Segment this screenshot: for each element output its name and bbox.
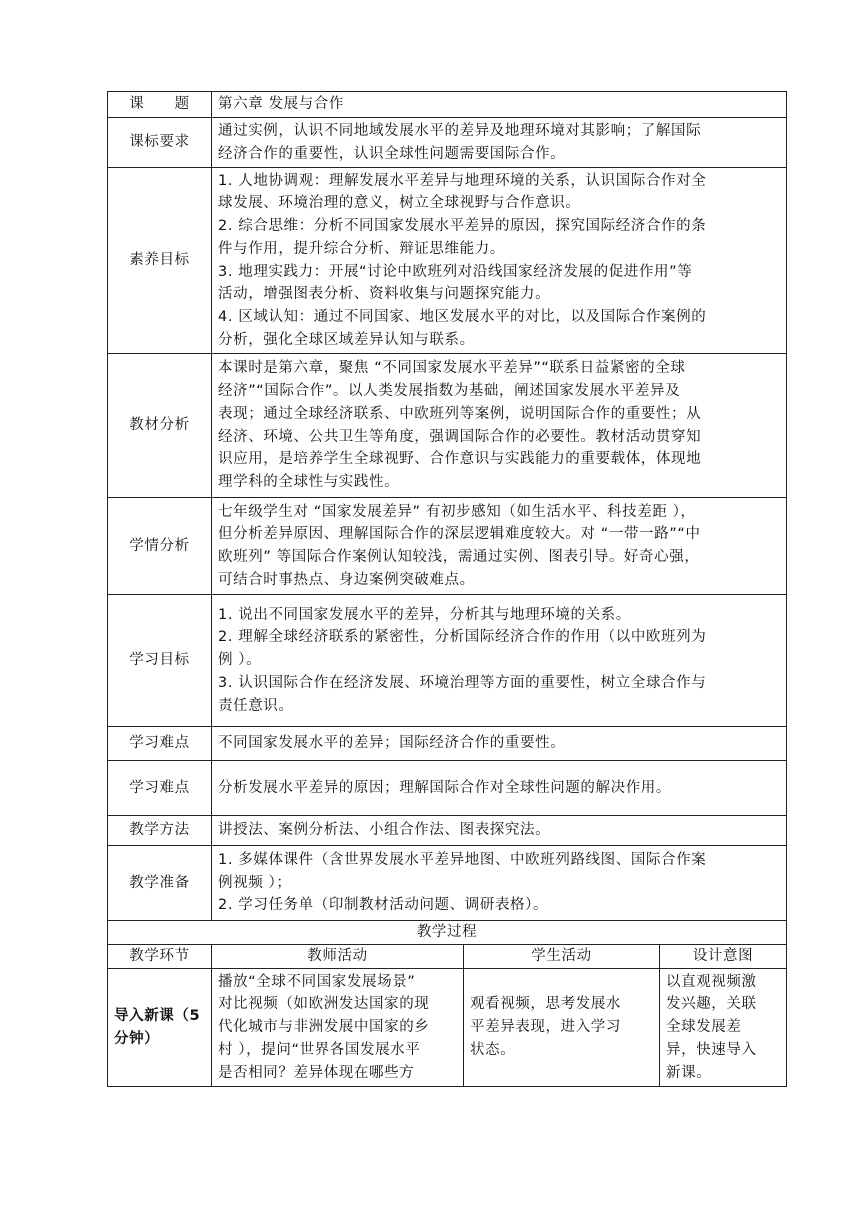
- text-line: 1. 说出不同国家发展水平的差异，分析其与地理环境的关系。: [218, 606, 631, 623]
- text-line: 通过实例，认识不同地域发展水平的差异及地理环境对其影响；了解国际: [218, 122, 702, 139]
- text-line: 经济、环境、公共卫生等角度，强调国际合作的必要性。教材活动贯穿知: [218, 428, 702, 445]
- lesson-plan-table: [107, 91, 787, 1087]
- text-line: 经济”“国际合作”。以人类发展指数为基础，阐述国家发展水平差异及: [218, 383, 681, 400]
- text-line: 观看视频，思考发展水: [470, 996, 621, 1013]
- row-goals: [108, 595, 787, 727]
- standard-label: 课标要求: [108, 118, 212, 168]
- row-method: [108, 816, 787, 846]
- students-content: [212, 498, 787, 595]
- text-line: 发兴趣，关联: [666, 996, 757, 1013]
- text-line: 例 ）。: [218, 652, 262, 669]
- difficulty-value: 分析发展水平差异的原因；理解国际合作对全球性问题的解决作用。: [212, 761, 787, 816]
- literacy-content: [212, 168, 787, 354]
- textbook-content: [212, 354, 787, 498]
- row-difficulty: [108, 761, 787, 816]
- text-line: 全球发展差: [666, 1019, 742, 1036]
- design-intent: [660, 969, 787, 1087]
- text-line: 异，快速导入: [666, 1041, 757, 1058]
- row-students: [108, 498, 787, 595]
- row-standard: [108, 118, 787, 168]
- row-literacy: [108, 168, 787, 354]
- text-line: 导入新课（5: [114, 1007, 201, 1024]
- row-textbook: [108, 354, 787, 498]
- prep-label: 教学准备: [108, 846, 212, 921]
- literacy-label: 素养目标: [108, 168, 212, 354]
- key-value: 不同国家发展水平的差异；国际经济合作的重要性。: [212, 727, 787, 761]
- text-line: 2. 学习任务单（印制教材活动问题、调研表格）。: [218, 897, 549, 914]
- method-label: 教学方法: [108, 816, 212, 846]
- text-line: 欧班列” 等国际合作案例认知较浅，需通过实例、图表引导。好奇心强，: [218, 549, 700, 565]
- text-line: 分钟）: [114, 1030, 160, 1047]
- topic-value: 第六章 发展与合作: [212, 92, 787, 118]
- goals-content: [212, 595, 787, 727]
- text-line: 村 ），提问“世界各国发展水平: [218, 1041, 421, 1058]
- teacher-activity: [212, 969, 464, 1087]
- row-key-points: [108, 727, 787, 761]
- text-line: 新课。: [666, 1064, 712, 1081]
- method-value: 讲授法、案例分析法、小组合作法、图表探究法。: [212, 816, 787, 846]
- text-line: 识应用，是培养学生全球视野、合作意识与实践能力的重要载体，体现地: [218, 451, 702, 468]
- column-header-student: 学生活动: [464, 945, 660, 969]
- student-activity: [464, 969, 660, 1087]
- text-line: 以直观视频激: [666, 973, 757, 990]
- text-line: 1. 人地协调观：理解发展水平差异与地理环境的关系，认识国际合作对全: [218, 172, 707, 189]
- topic-label: 课 题: [108, 92, 212, 118]
- process-title: 教学过程: [108, 921, 787, 945]
- text-line: 对比视频（如欧洲发达国家的现: [218, 996, 430, 1013]
- text-line: 经济合作的重要性，认识全球性问题需要国际合作。: [218, 145, 566, 162]
- row-process-intro: [108, 969, 787, 1087]
- text-line: 是否相同？差异体现在哪些方: [218, 1064, 415, 1081]
- text-line: 责任意识。: [218, 697, 294, 714]
- goals-label: 学习目标: [108, 595, 212, 727]
- text-line: 3. 认识国际合作在经济发展、环境治理等方面的重要性，树立全球合作与: [218, 674, 707, 691]
- text-line: 表现；通过全球经济联系、中欧班列等案例，说明国际合作的重要性；从: [218, 405, 702, 422]
- text-line: 本课时是第六章，聚焦 “不同国家发展水平差异”“联系日益紧密的全球: [218, 360, 686, 377]
- prep-content: [212, 846, 787, 921]
- text-line: 2. 理解全球经济联系的紧密性，分析国际经济合作的作用（以中欧班列为: [218, 629, 707, 646]
- text-line: 分析，强化全球区域差异认知与联系。: [218, 331, 475, 348]
- text-line: 状态。: [470, 1041, 516, 1058]
- students-label: 学情分析: [108, 498, 212, 595]
- key-label: 学习难点: [108, 727, 212, 761]
- text-line: 3. 地理实践力：开展“讨论中欧班列对沿线国家经济发展的促进作用”等: [218, 263, 693, 280]
- text-line: 理学科的全球性与实践性。: [218, 473, 400, 490]
- column-header-intent: 设计意图: [660, 945, 787, 969]
- textbook-label: 教材分析: [108, 354, 212, 498]
- text-line: 可结合时事热点、身边案例突破难点。: [218, 571, 475, 588]
- text-line: 4. 区域认知：通过不同国家、地区发展水平的对比，以及国际合作案例的: [218, 308, 707, 325]
- text-line: 七年级学生对 “国家发展差异” 有初步感知（如生活水平、科技差距 ），: [218, 503, 696, 520]
- standard-content: [212, 118, 787, 168]
- text-line: 例视频 ）；: [218, 874, 292, 891]
- text-line: 2. 综合思维：分析不同国家发展水平差异的原因，探究国际经济合作的条: [218, 218, 707, 235]
- text-line: 但分析差异原因、理解国际合作的深层逻辑难度较大。对 “一带一路”“中: [218, 526, 701, 543]
- row-process-title: [108, 921, 787, 945]
- text-line: 球发展、环境治理的意义，树立全球视野与合作意识。: [218, 195, 581, 212]
- row-prep: [108, 846, 787, 921]
- column-header-stage: 教学环节: [108, 945, 212, 969]
- text-line: 1. 多媒体课件（含世界发展水平差异地图、中欧班列路线图、国际合作案: [218, 851, 707, 868]
- text-line: 播放“全球不同国家发展场景”: [218, 973, 416, 990]
- text-line: 活动，增强图表分析、资料收集与问题探究能力。: [218, 286, 551, 303]
- column-header-teacher: 教师活动: [212, 945, 464, 969]
- text-line: 代化城市与非洲发展中国家的乡: [218, 1019, 430, 1036]
- stage-intro: [108, 969, 212, 1087]
- text-line: 件与作用，提升综合分析、辩证思维能力。: [218, 240, 505, 257]
- difficulty-label: 学习难点: [108, 761, 212, 816]
- row-topic: [108, 92, 787, 118]
- row-process-columns: [108, 945, 787, 969]
- text-line: 平差异表现，进入学习: [470, 1019, 621, 1036]
